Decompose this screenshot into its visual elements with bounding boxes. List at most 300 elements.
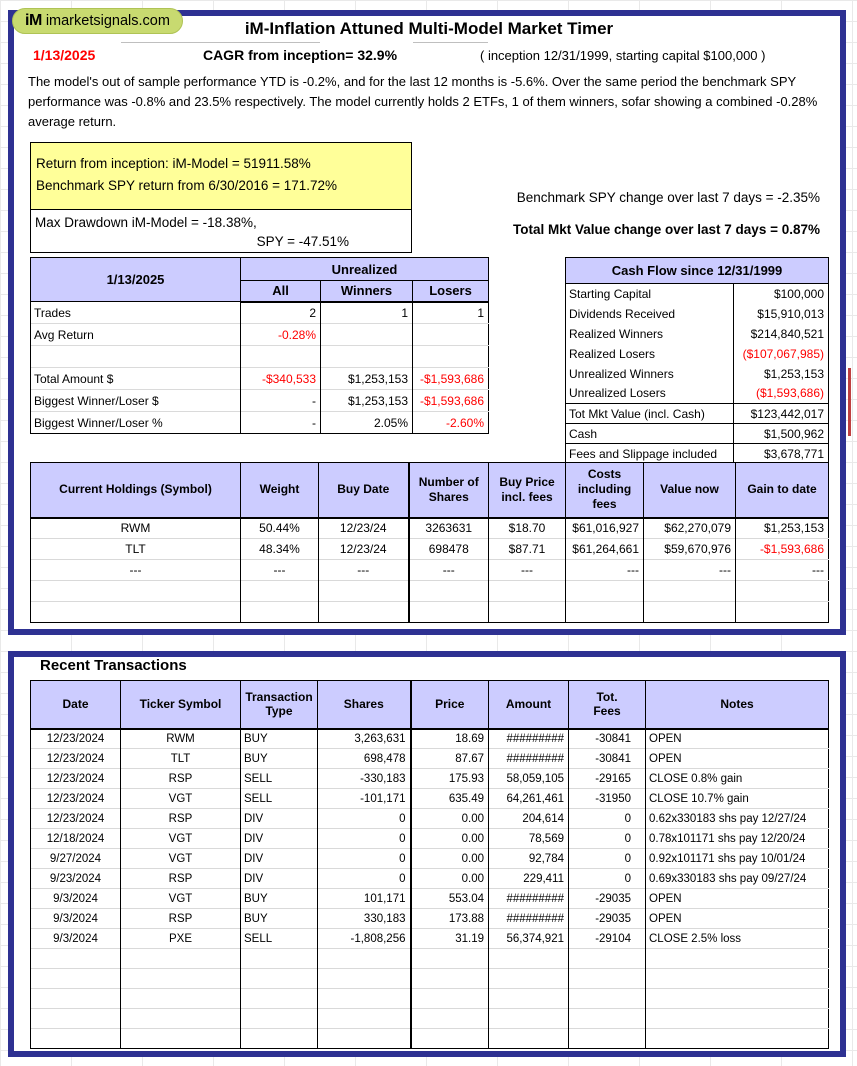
cash-flow-table [565,257,829,464]
cell: ($1,593,686) [734,384,829,404]
table-row [31,368,489,390]
return-from-inception: Return from inception: iM-Model = 51911.58% [36,156,311,171]
cell: -30841 [569,729,646,749]
max-drawdown-model: Max Drawdown iM-Model = -18.38%, [35,215,257,230]
cell [321,324,413,346]
cell: 92,784 [489,849,569,869]
cell: 12/23/24 [319,539,409,560]
table-row [31,869,829,889]
cell: 0 [569,869,646,889]
unrealized-summary-table [30,257,489,434]
cell: VGT [121,829,241,849]
cell [566,581,644,602]
cell [31,949,121,969]
recent-transactions-table [30,680,829,1049]
cell: ######### [489,729,569,749]
table-row [31,1029,829,1049]
cell: 87.67 [411,749,489,769]
cell [121,1009,241,1029]
cell: 56,374,921 [489,929,569,949]
table-row [31,302,489,324]
cell [31,989,121,1009]
cell: SELL [241,769,318,789]
site-logo[interactable] [12,8,183,34]
cell: --- [566,560,644,581]
table-row [566,284,829,304]
cell [121,989,241,1009]
cell: --- [736,560,829,581]
model-description: The model's out of sample performance YTD is -0.2%, and for the last 12 months is -5.6%. Over the same period the benchmark SPY performance was -0.8% and 23.5% respectively. The model currently holds 2 ETFs, 1 of them winners, sofar showing a combined -0.28% average return. [28,74,818,129]
cell: 0 [569,829,646,849]
cell [489,581,566,602]
report-date: 1/13/2025 [33,47,96,63]
cell: SELL [241,789,318,809]
cell: VGT [121,889,241,909]
cell: - [241,390,321,412]
cell: Fees and Slippage included [566,444,734,464]
table-row [31,889,829,909]
cell: 12/23/2024 [31,809,121,829]
col-header-weight: Weight [241,463,319,518]
cell: $1,253,153 [321,368,413,390]
cell: $18.70 [489,518,566,539]
table-row [31,412,489,434]
cell [736,581,829,602]
cell: OPEN [646,749,829,769]
cell: CLOSE 10.7% gain [646,789,829,809]
cell: RSP [121,769,241,789]
logo-im-mark: iM [25,12,42,29]
cell: OPEN [646,729,829,749]
cell: ($107,067,985) [734,344,829,364]
cell [489,602,566,623]
table-row [566,304,829,324]
cell [644,602,736,623]
cell: CLOSE 2.5% loss [646,929,829,949]
cell: Cash [566,424,734,444]
cell: 0 [569,849,646,869]
table-row [566,344,829,364]
cell: Biggest Winner/Loser $ [31,390,241,412]
cell [319,581,409,602]
table-row [566,384,829,404]
cell: ######### [489,909,569,929]
cell: 173.88 [411,909,489,929]
cell: 101,171 [318,889,411,909]
cell: VGT [121,849,241,869]
cell: 3,263,631 [318,729,411,749]
cell: $15,910,013 [734,304,829,324]
table-row [31,539,829,560]
cell: 635.49 [411,789,489,809]
cell: BUY [241,909,318,929]
cell: 64,261,461 [489,789,569,809]
cell [489,949,569,969]
max-drawdown-spy: SPY = -47.51% [256,234,349,249]
cell: 31.19 [411,929,489,949]
cell: 0.92x101171 shs pay 10/01/24 [646,849,829,869]
current-holdings-table [30,462,829,623]
title-underline-left [121,42,320,43]
cell: --- [31,560,241,581]
cell: -30841 [569,749,646,769]
cell: RSP [121,869,241,889]
table-row [31,969,829,989]
cell [646,989,829,1009]
cell: VGT [121,789,241,809]
col-header-buy-date: Buy Date [319,463,409,518]
cell: 2.05% [321,412,413,434]
col-header-all: All [241,281,321,302]
cell: $87.71 [489,539,566,560]
cell [318,989,411,1009]
cell [646,969,829,989]
summary-table-header [31,258,489,302]
table-row [31,809,829,829]
holdings-table-header [31,463,829,518]
cell: 175.93 [411,769,489,789]
col-header-costs: Costs including fees [566,463,644,518]
cell: PXE [121,929,241,949]
cell [121,1029,241,1049]
cell: DIV [241,829,318,849]
cell: CLOSE 0.8% gain [646,769,829,789]
table-row [31,789,829,809]
cell [489,1029,569,1049]
table-row [566,364,829,384]
holdings-table-body [31,518,829,623]
col-header-fees [569,681,646,729]
table-row [31,1009,829,1029]
cell: 9/23/2024 [31,869,121,889]
cell: 1 [413,302,489,324]
inception-note: ( inception 12/31/1999, starting capital $100,000 ) [480,48,766,63]
cell: Unrealized Losers [569,386,666,401]
cagr-line: CAGR from inception= 32.9% [202,47,398,63]
cell: 229,411 [489,869,569,889]
cell: -$1,593,686 [736,539,829,560]
cell: -101,171 [318,789,411,809]
cell [646,1029,829,1049]
cash-flow-body [566,284,829,464]
col-header-ticker: Ticker Symbol [121,681,241,729]
cell: 0 [318,829,411,849]
cell: OPEN [646,889,829,909]
cell: $100,000 [734,284,829,304]
cash-flow-title: Cash Flow since 12/31/1999 [566,258,829,284]
cell: 9/27/2024 [31,849,121,869]
table-row [566,324,829,344]
drawdown-box [30,209,412,253]
table-row [31,829,829,849]
cell: 0.00 [411,809,489,829]
cell: RSP [121,809,241,829]
table-row [31,518,829,539]
cell [241,581,319,602]
cell: 698,478 [318,749,411,769]
cell [569,1009,646,1029]
cell: 0.69x330183 shs pay 09/27/24 [646,869,829,889]
cell: 0.78x101171 shs pay 12/20/24 [646,829,829,849]
cell: --- [489,560,566,581]
cell: -1,808,256 [318,929,411,949]
cell: 0.00 [411,829,489,849]
cell: -$1,593,686 [413,368,489,390]
cell [566,602,644,623]
cell: 9/3/2024 [31,889,121,909]
cell [31,1029,121,1049]
cell: 0.62x330183 shs pay 12/27/24 [646,809,829,829]
cell: Trades [31,302,241,324]
cell: -2.60% [413,412,489,434]
cell: Biggest Winner/Loser % [31,412,241,434]
cell [318,1009,411,1029]
cell: RSP [121,909,241,929]
cell: 12/23/2024 [31,749,121,769]
spy-change-line: Benchmark SPY change over last 7 days = -2.35% [516,190,820,205]
cell [411,1029,489,1049]
cell: 12/18/2024 [31,829,121,849]
cell [489,1009,569,1029]
col-header-amount: Amount [489,681,569,729]
cell [241,1029,318,1049]
cell: $3,678,771 [734,444,829,464]
cell: TLT [121,749,241,769]
cell: - [241,412,321,434]
table-row [566,444,829,464]
col-header-shares: Shares [318,681,411,729]
cell: -330,183 [318,769,411,789]
cell: 2 [241,302,321,324]
cell [489,989,569,1009]
col-header-winners: Winners [321,281,413,302]
cell [241,969,318,989]
cell: 9/3/2024 [31,929,121,949]
benchmark-return: Benchmark SPY return from 6/30/2016 = 171.72% [36,178,338,193]
col-header-holdings-symbol: Current Holdings (Symbol) [31,463,241,518]
cell [569,989,646,1009]
cell: TLT [31,539,241,560]
cell: BUY [241,889,318,909]
table-row [31,769,829,789]
cell [569,969,646,989]
return-highlight-box [30,142,412,210]
table-row [31,909,829,929]
summary-group-header: Unrealized [241,258,489,281]
cell: 0 [569,809,646,829]
fees-header-line1: Tot. [596,690,618,705]
col-header-price: Price [411,681,489,729]
cell: DIV [241,869,318,889]
cell [31,581,241,602]
col-header-notes: Notes [646,681,829,729]
mkt-value-change-line: Total Mkt Value change over last 7 days = 0.87% [512,222,820,237]
cell [411,989,489,1009]
cell: --- [241,560,319,581]
col-header-num-shares: Number of Shares [409,463,489,518]
cell [409,602,489,623]
cell: 12/23/2024 [31,769,121,789]
cell: OPEN [646,909,829,929]
cash-flow-header [566,258,829,284]
recent-transactions-title: Recent Transactions [40,657,187,674]
cell [241,1009,318,1029]
cell: $62,270,079 [644,518,736,539]
table-row [31,390,489,412]
cell [409,581,489,602]
cell: 12/23/2024 [31,789,121,809]
table-row [31,949,829,969]
cell: 0 [318,869,411,889]
cell: 12/23/24 [319,518,409,539]
cell [241,949,318,969]
cell: 553.04 [411,889,489,909]
cell: 1 [321,302,413,324]
cell: $59,670,976 [644,539,736,560]
col-header-buy-price: Buy Price incl. fees [489,463,566,518]
cell: --- [644,560,736,581]
col-header-gain: Gain to date [736,463,829,518]
cell: Unrealized Winners [569,366,674,381]
cell: --- [319,560,409,581]
cell: DIV [241,849,318,869]
cell: RWM [31,518,241,539]
table-row [31,560,829,581]
cell: $1,253,153 [734,364,829,384]
cell: 0.00 [411,869,489,889]
cell: Realized Winners [569,326,664,341]
cell: -29035 [569,909,646,929]
cell [736,602,829,623]
cell [31,969,121,989]
cell [31,1009,121,1029]
col-header-transaction-type: Transaction Type [241,681,318,729]
cell: Total Amount $ [31,368,241,390]
cell [411,949,489,969]
cell: 3263631 [409,518,489,539]
cell: 50.44% [241,518,319,539]
cell: $61,264,661 [566,539,644,560]
cell [318,969,411,989]
table-row [566,424,829,444]
cell: 0 [318,849,411,869]
cell [411,969,489,989]
cell: $1,253,153 [736,518,829,539]
right-edge-red-mark [848,368,851,436]
cell: $61,016,927 [566,518,644,539]
cell: SELL [241,929,318,949]
cell: -29165 [569,769,646,789]
col-header-date: Date [31,681,121,729]
cell: $1,253,153 [321,390,413,412]
transactions-table-header [31,681,829,729]
table-row [31,324,489,346]
cell: 698478 [409,539,489,560]
cell: 78,569 [489,829,569,849]
title-underline-right [413,42,488,43]
cell: Starting Capital [569,286,652,301]
cell: 58,059,105 [489,769,569,789]
cell [241,989,318,1009]
table-row [31,346,489,368]
cell: 12/23/2024 [31,729,121,749]
cell [319,602,409,623]
cell: 48.34% [241,539,319,560]
transactions-table-body [31,729,829,1049]
cell [646,1009,829,1029]
table-row [31,849,829,869]
cell: 330,183 [318,909,411,929]
fees-header-line2: Fees [593,704,621,719]
cell [121,969,241,989]
table-row [31,729,829,749]
cell: $1,500,962 [734,424,829,444]
table-row [566,404,829,424]
cell: 204,614 [489,809,569,829]
cell: Dividends Received [569,306,676,321]
cell [318,1029,411,1049]
table-row [31,581,829,602]
cell [413,346,489,368]
cell: Tot Mkt Value (incl. Cash) [566,404,734,424]
cell [411,1009,489,1029]
cell [31,346,241,368]
cell: 0 [318,809,411,829]
col-header-losers: Losers [413,281,489,302]
cell [241,602,319,623]
summary-date-header: 1/13/2025 [31,258,241,302]
cell [646,949,829,969]
cell [413,324,489,346]
cell: -29035 [569,889,646,909]
cell: --- [409,560,489,581]
cell: 18.69 [411,729,489,749]
cell: $123,442,017 [734,404,829,424]
cell: BUY [241,729,318,749]
cell: -0.28% [241,324,321,346]
page-title: iM-Inflation Attuned Multi-Model Market Timer [244,19,614,38]
summary-table-body [31,302,489,434]
cell: Avg Return [31,324,241,346]
cell [121,949,241,969]
cell: 9/3/2024 [31,909,121,929]
cell [241,346,321,368]
cell: -29104 [569,929,646,949]
cell: ######### [489,749,569,769]
cell: $214,840,521 [734,324,829,344]
cell: DIV [241,809,318,829]
cell [31,602,241,623]
cell [321,346,413,368]
col-header-value-now: Value now [644,463,736,518]
cell: BUY [241,749,318,769]
table-row [31,602,829,623]
logo-domain: imarketsignals.com [45,13,170,29]
cell [569,1029,646,1049]
cell [489,969,569,989]
table-row [31,929,829,949]
cell [569,949,646,969]
table-row [31,989,829,1009]
table-row [31,749,829,769]
cell: 0.00 [411,849,489,869]
cell: -$1,593,686 [413,390,489,412]
cell [318,949,411,969]
cell: ######### [489,889,569,909]
cell: -31950 [569,789,646,809]
cell: -$340,533 [241,368,321,390]
cell: Realized Losers [569,346,656,361]
